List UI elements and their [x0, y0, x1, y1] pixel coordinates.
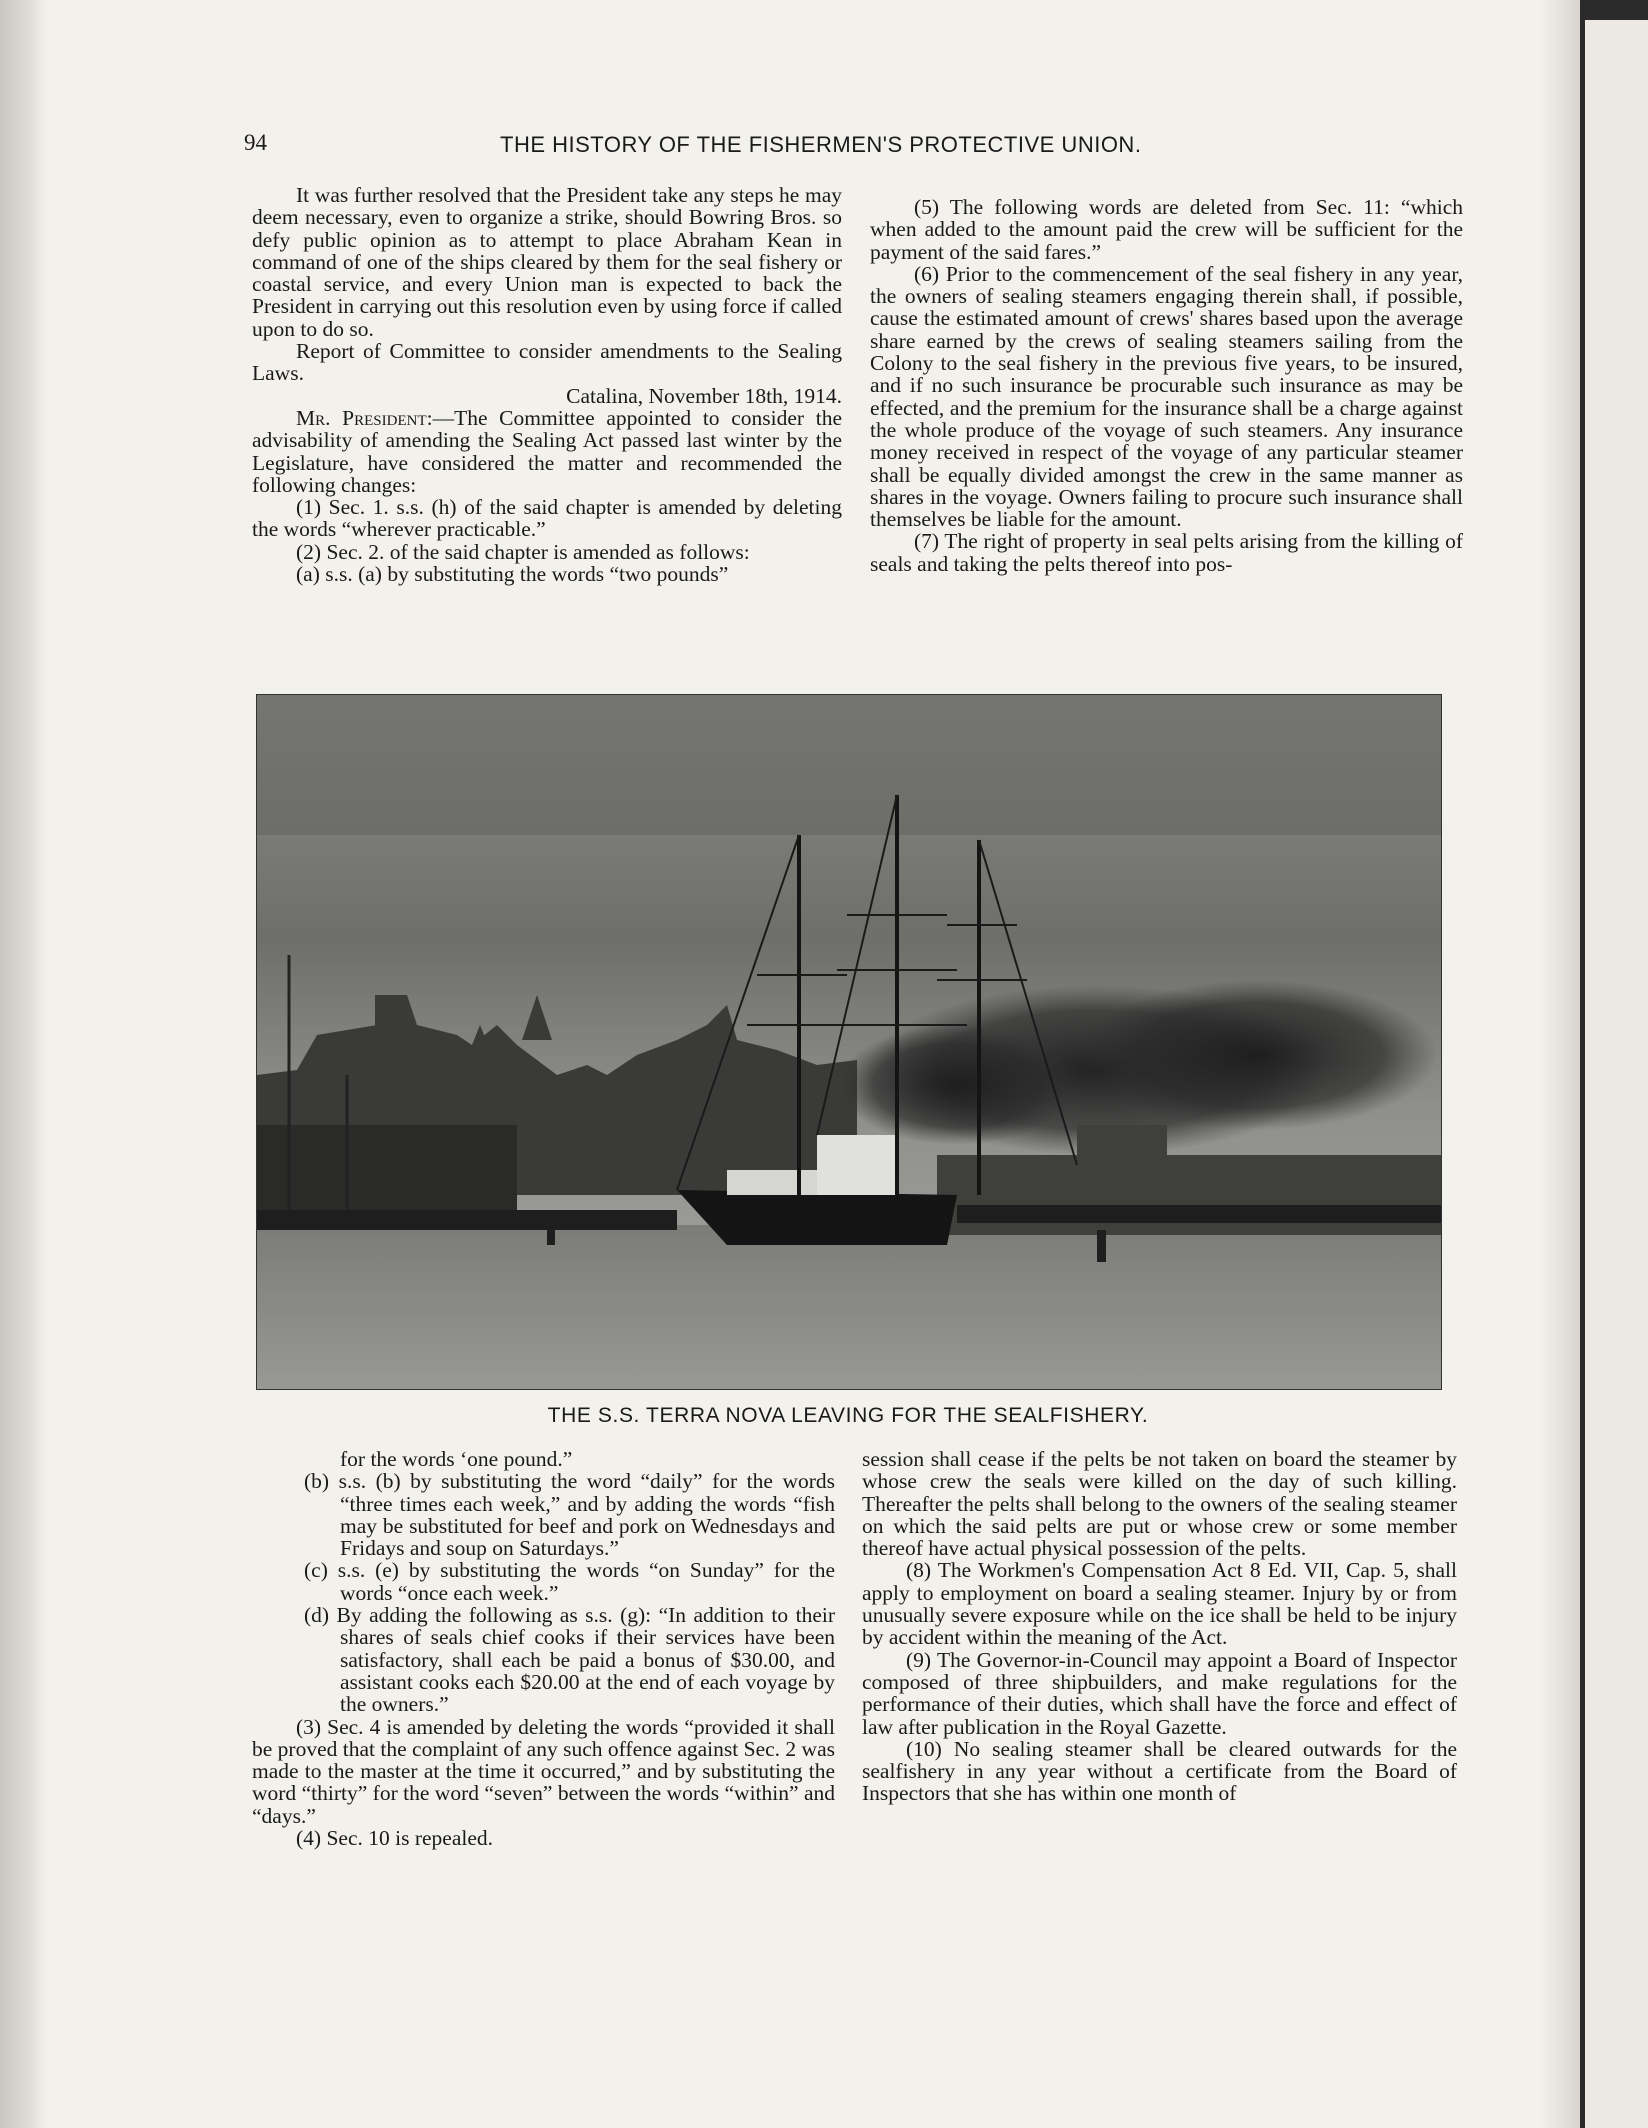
page-gutter-shadow [1540, 0, 1580, 2128]
paragraph: It was further resolved that the President take any steps he may deem necessary, even to organize a strike, should Bowring Bros. so defy public opinion as to attempt to place Abraham Kean in command of one of the ships cleared by them for the seal fishery or coastal service, and every Union man is expected to back the President in carrying out this resolution even by using force if called upon to do so. [252, 183, 842, 341]
binding-edge [0, 0, 46, 2128]
paragraph: Report of Committee to consider amendments to the Sealing Laws. [252, 339, 842, 386]
bottom-left-column [252, 1448, 835, 1849]
dateline: Catalina, November 18th, 1914. [566, 383, 842, 408]
page-number: 94 [244, 130, 267, 155]
photo-caption: THE S.S. TERRA NOVA LEAVING FOR THE SEALFISHERY. [547, 1404, 1149, 1427]
amendment-item: (10) No sealing steamer shall be cleared outwards for the sealfishery in any year without a certificate from the Board of Inspectors that she has within one month of [862, 1736, 1457, 1806]
running-title: THE HISTORY OF THE FISHERMEN'S PROTECTIVE UNION. [500, 132, 1142, 157]
amendment-item: for the words ‘one pound.” [340, 1447, 573, 1471]
amendment-item: (b) s.s. (b) by substituting the word “daily” for the words “three times each week,” and by adding the words “fish may be substituted for beef and pork on Wednesdays and Fridays and soup on Saturdays.” [304, 1469, 835, 1561]
paragraph [252, 407, 842, 496]
paragraph-body: —The Committee appointed to consider the advisability of amending the Sealing Act passed last winter by the Legislature, have considered the matter and recommended the following changes: [252, 405, 842, 497]
adjacent-page-edge [1585, 20, 1648, 2128]
amendment-item: (3) Sec. 4 is amended by deleting the words “provided it shall be proved that the complaint of any such offence against Sec. 2 was made to the master at the time it occurred,” and by substituting the word “thirty” for the word “seven” between the words “within” and “days.” [252, 1714, 835, 1828]
ice-field [257, 1225, 1441, 1389]
amendment-item: (4) Sec. 10 is repealed. [296, 1826, 494, 1851]
amendment-item: (a) s.s. (a) by substituting the words “two pounds” [296, 562, 729, 587]
amendment-item: (7) The right of property in seal pelts arising from the killing of seals and taking the pelts thereof into pos- [870, 529, 1463, 576]
amendment-item: (c) s.s. (e) by substituting the words “on Sunday” for the words “once each week.” [304, 1558, 835, 1605]
amendment-item: (6) Prior to the commencement of the seal fishery in any year, the owners of sealing steamers engaging therein shall, if possible, cause the estimated amount of crews' shares based upon the average share earned by the crews of sealing steamers sailing from the Colony to the seal fishery in the previous five years, to be insured, and if no such insurance be procurable such insurance as may be effected, and the premium for the insurance shall be a charge against the whole produce of the voyage of such steamers. Any insurance money received in respect of the voyage of any particular steamer shall be equally divided amongst the crew in the same manner as shares in the voyage. Owners failing to procure such insurance shall themselves be liable for the amount. [870, 261, 1463, 532]
amendment-item: (9) The Governor-in-Council may appoint a Board of Inspector composed of three shipbuilders, and make regulations for the performance of their duties, which shall have the force and effect of law after publication in the Royal Gazette. [862, 1647, 1457, 1739]
amendment-item: (2) Sec. 2. of the said chapter is amended as follows: [296, 539, 750, 564]
amendment-item: (5) The following words are deleted from Sec. 11: “which when added to the amount paid the crew will be sufficient for the payment of the said fares.” [870, 195, 1463, 264]
ship-photograph [256, 694, 1442, 1390]
bottom-right-column [862, 1448, 1457, 1805]
paragraph: session shall cease if the pelts be not taken on board the steamer by whose crew the seals were killed on the day of such killing. Thereafter the pelts shall belong to the owners of the sealing steamer on which the said pelts are put or whose crew or some member thereof have actual physical possession of the pelts. [862, 1447, 1457, 1561]
top-right-column [870, 196, 1463, 575]
left-dock-buildings [257, 1125, 517, 1215]
amendment-item: (8) The Workmen's Compensation Act 8 Ed. VII, Cap. 5, shall apply to employment on board a sealing steamer. Injury by or from unusually severe exposure while on the ice shall be held to be injury by accident within the meaning of the Act. [862, 1558, 1457, 1650]
top-left-column [252, 184, 842, 585]
sky [257, 695, 1441, 835]
amendment-item: (d) By adding the following as s.s. (g): “In addition to their shares of seals chief cooks if their services have been satisfactory, shall each be paid a bonus of $30.00, and assistant cooks each $20.00 at the end of each voyage by the owners.” [304, 1603, 835, 1717]
amendment-item: (1) Sec. 1. s.s. (h) of the said chapter is amended by deleting the words “wherever practicable.” [252, 495, 842, 542]
salutation: Mr. President: [296, 405, 433, 430]
